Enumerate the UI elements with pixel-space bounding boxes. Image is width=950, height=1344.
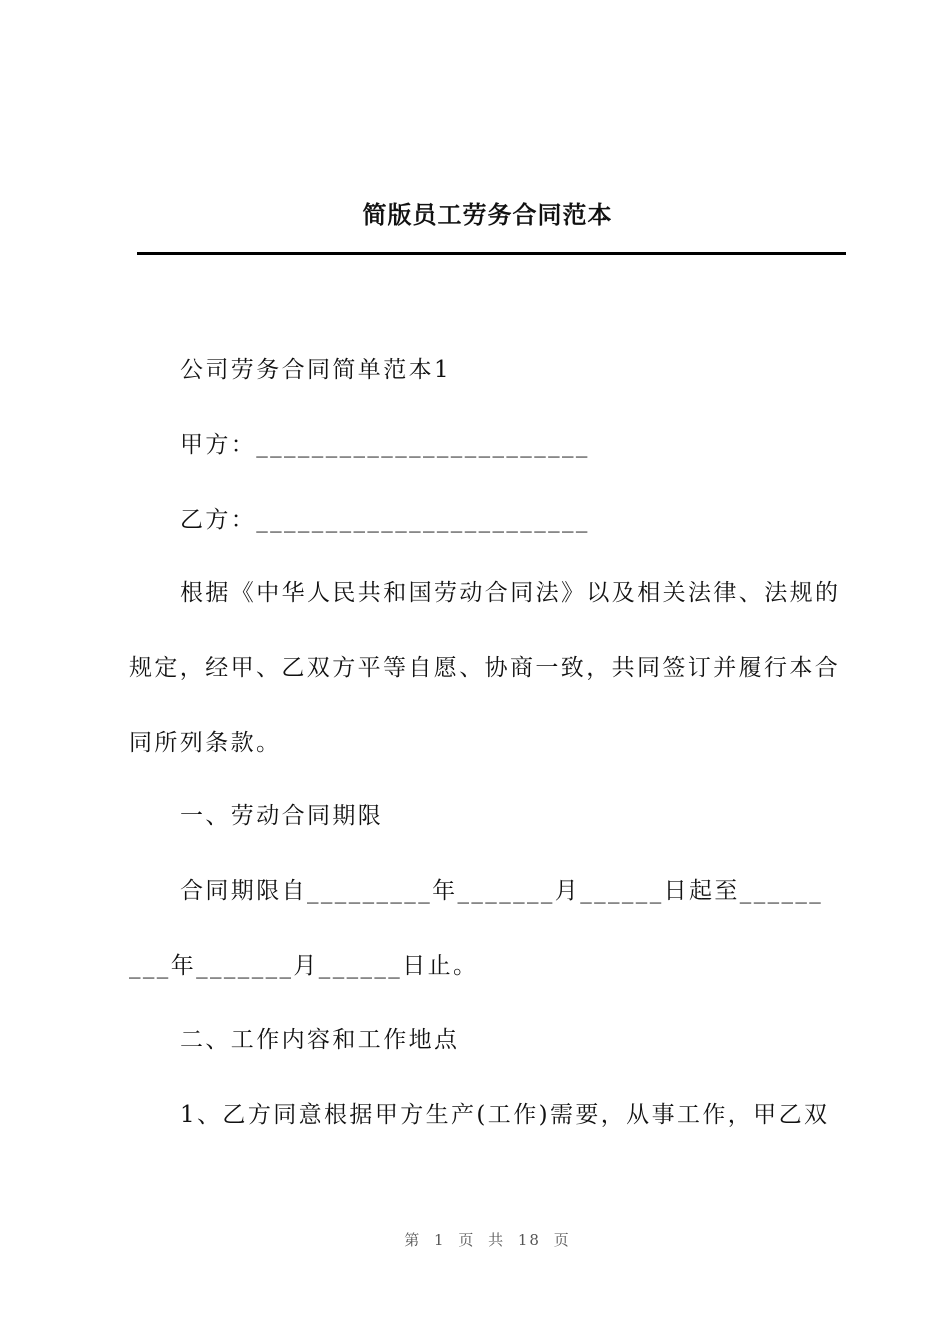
- title-divider: [137, 252, 846, 255]
- clause-heading: 一、劳动合同期限: [180, 803, 384, 829]
- paragraph-line: 合同期限自_________年_______月______日起至______: [180, 878, 824, 904]
- paragraph-line: 1、乙方同意根据甲方生产(工作)需要，从事工作，甲乙双: [180, 1102, 830, 1128]
- document-title: 简版员工劳务合同范本: [362, 200, 613, 229]
- page-number: 第 1 页 共 18 页: [404, 1231, 571, 1249]
- party-b-field: 乙方：________________________: [180, 507, 590, 533]
- clause-heading: 二、工作内容和工作地点: [180, 1027, 460, 1053]
- paragraph-line: 规定，经甲、乙双方平等自愿、协商一致，共同签订并履行本合: [129, 655, 841, 681]
- party-a-field: 甲方：________________________: [180, 432, 590, 458]
- section-heading: 公司劳务合同简单范本1: [180, 357, 452, 383]
- paragraph-line: 根据《中华人民共和国劳动合同法》以及相关法律、法规的: [180, 580, 841, 606]
- paragraph-line: 同所列条款。: [129, 730, 282, 756]
- paragraph-line: ___年_______月______日止。: [129, 953, 479, 979]
